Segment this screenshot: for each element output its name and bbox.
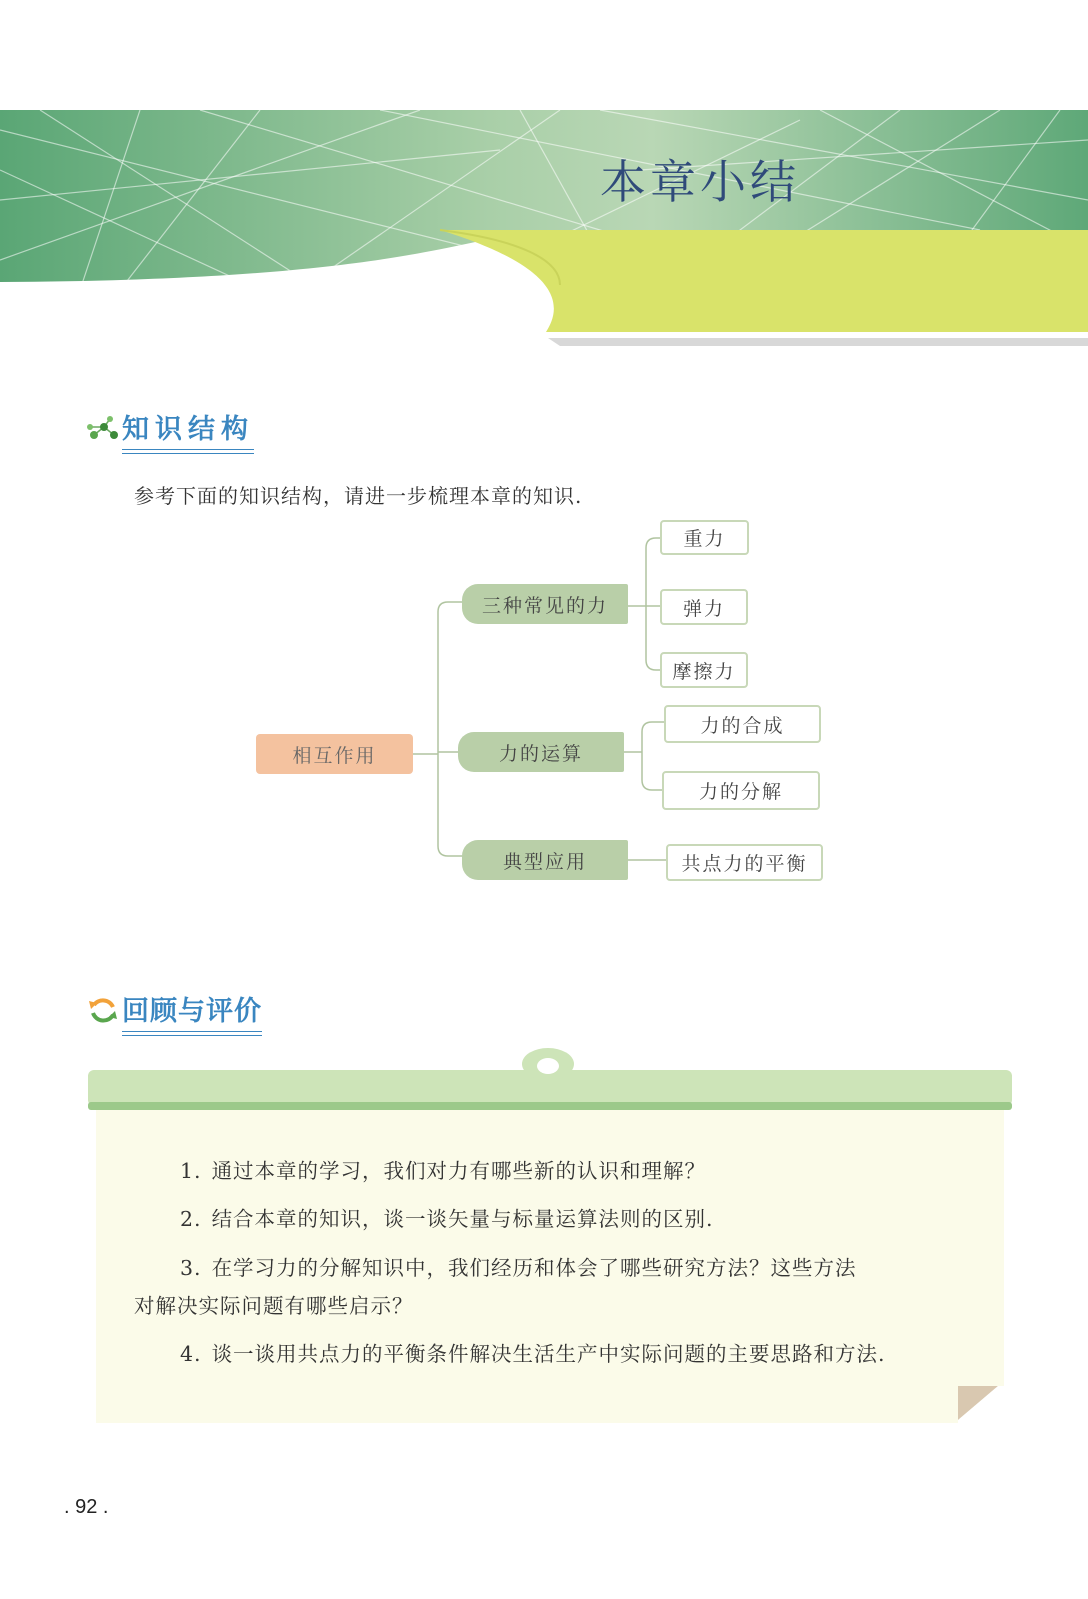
review-question: 2. 结合本章的知识，谈一谈矢量与标量运算法则的区别. xyxy=(180,1207,714,1231)
mindmap-leaf: 共点力的平衡 xyxy=(666,844,823,881)
knowledge-section-title: 知识结构 xyxy=(122,407,254,450)
review-question: 1. 通过本章的学习，我们对力有哪些新的认识和理解？ xyxy=(180,1159,707,1183)
chapter-banner xyxy=(0,110,1088,350)
mindmap-leaf: 摩擦力 xyxy=(660,652,748,688)
chapter-title: 本章小结 xyxy=(600,155,800,209)
mindmap-branch: 三种常见的力 xyxy=(462,584,628,624)
review-question: 4. 谈一谈用共点力的平衡条件解决生活生产中实际问题的主要思路和方法. xyxy=(180,1342,886,1366)
mindmap-leaf: 弹力 xyxy=(660,589,748,625)
cycle-arrows-icon xyxy=(86,993,120,1027)
review-question: 3. 在学习力的分解知识中，我们经历和体会了哪些研究方法？这些方法 对解决实际问题有哪些启示？ xyxy=(134,1256,857,1318)
mindmap-root: 相互作用 xyxy=(256,734,413,774)
page-number: . 92 . xyxy=(64,1496,109,1518)
mindmap-leaf: 力的合成 xyxy=(664,705,821,743)
review-section-title: 回顾与评价 xyxy=(122,989,262,1032)
intro-text: 参考下面的知识结构，请进一步梳理本章的知识. xyxy=(134,484,583,508)
review-section-heading xyxy=(86,990,262,1030)
knowledge-mindmap xyxy=(0,520,1088,910)
mindmap-branch: 典型应用 xyxy=(462,840,628,880)
mindmap-leaf: 力的分解 xyxy=(662,771,820,810)
molecule-icon xyxy=(86,413,122,443)
knowledge-section-heading xyxy=(86,408,254,448)
mindmap-leaf: 重力 xyxy=(660,520,749,555)
mindmap-branch: 力的运算 xyxy=(458,732,624,772)
